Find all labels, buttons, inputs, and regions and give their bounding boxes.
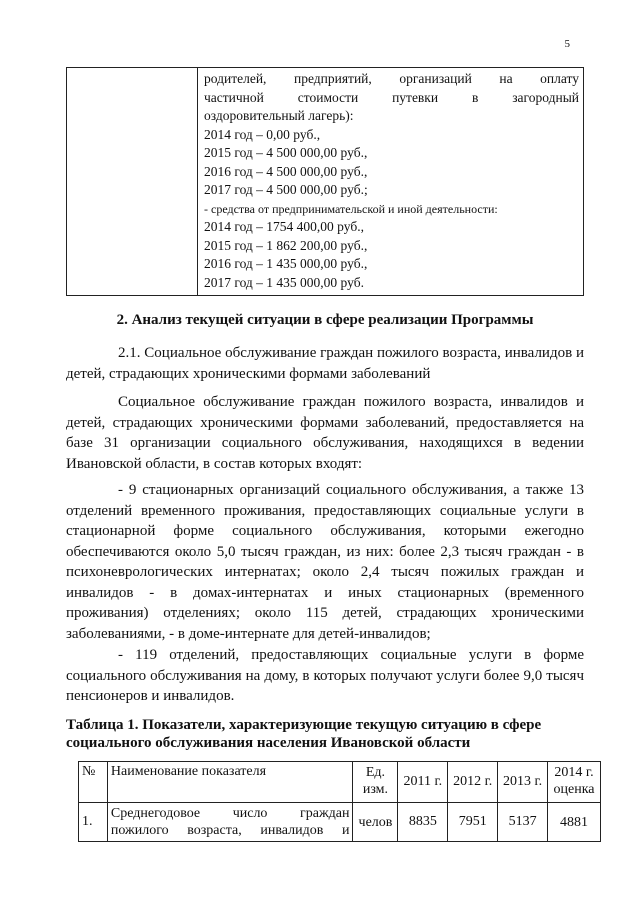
funding-line: родителей, предприятий, организаций на оплату — [204, 71, 579, 86]
funding-line: 2014 год – 1754 400,00 руб., — [204, 219, 364, 234]
cell-name: Среднегодовое число граждан пожилого возраста, инвалидов и — [107, 803, 353, 842]
table-caption: Таблица 1. Показатели, характеризующие текущую ситуацию в сфере социального обслуживания населения Ивановской области — [66, 717, 542, 751]
table-row — [79, 803, 601, 842]
funding-line: - средства от предпринимательской и иной деятельности: — [204, 201, 498, 216]
cell-unit: челов — [353, 803, 398, 842]
header-unit: Ед. изм. — [353, 762, 398, 803]
funding-line: 2017 год – 4 500 000,00 руб.; — [204, 182, 368, 197]
paragraph: 2.1. Социальное обслуживание граждан пожилого возраста, инвалидов и детей, страдающих хроническими формами заболеваний — [66, 345, 584, 382]
paragraph: - 119 отделений, предоставляющих социальные услуги в форме социального обслуживания на дому, в которых получают услуги более 9,0 тысяч пенсионеров и инвалидов. — [66, 647, 584, 704]
funding-line: оздоровительный лагерь): — [204, 108, 354, 123]
header-2011: 2011 г. — [398, 762, 448, 803]
cell-2014: 4881 — [548, 803, 601, 842]
funding-line: частичной стоимости путевки в загородный — [204, 89, 579, 105]
funding-table-empty-cell — [67, 68, 198, 296]
funding-line: 2014 год – 0,00 руб., — [204, 126, 321, 142]
funding-line: 2016 год – 4 500 000,00 руб., — [204, 163, 368, 179]
funding-line: 2015 год – 1 862 200,00 руб., — [204, 237, 368, 253]
section-heading: 2. Анализ текущей ситуации в сфере реализации Программы — [116, 312, 534, 328]
funding-line: 2015 год – 4 500 000,00 руб., — [204, 145, 368, 160]
funding-table-text-cell — [198, 68, 584, 296]
funding-line: 2016 год – 1 435 000,00 руб., — [204, 256, 368, 271]
header-2013: 2013 г. — [498, 762, 548, 803]
cell-no: 1. — [79, 803, 108, 842]
paragraph: Социальное обслуживание граждан пожилого возраста, инвалидов и детей, страдающих хроническими формами заболеваний, предоставляется на базе 31 организации социального обслуживания, находящихся в ведении Ивановской области, в состав которых входят: — [66, 394, 584, 472]
paragraph: - 9 стационарных организаций социального обслуживания, а также 13 отделений временного проживания, предоставляющих социальные услуги в стационарной форме социального обслуживания, которыми ежегодно обеспечиваются около 5,0 тысяч граждан, из них: более 2,3 тысяч граждан - в психоневрологических интернатах; около 2,4 тысяч пожилых граждан и инвалидов - в домах-интернатах и иных стационарных (временного проживания) отделениях; около 115 детей, страдающих хроническими заболеваниями, - в доме-интернате для детей-инвалидов; — [66, 482, 584, 642]
header-2012: 2012 г. — [448, 762, 498, 803]
page-number: 5 — [564, 38, 570, 50]
cell-2013: 5137 — [498, 803, 548, 842]
header-2014: 2014 г. оценка — [548, 762, 601, 803]
funding-table — [66, 67, 584, 296]
header-name: Наименование показателя — [107, 762, 353, 803]
indicators-table — [78, 761, 601, 842]
funding-line: 2017 год – 1 435 000,00 руб. — [204, 274, 364, 290]
cell-2012: 7951 — [448, 803, 498, 842]
header-no: № — [79, 762, 108, 803]
cell-2011: 8835 — [398, 803, 448, 842]
table-header-row — [79, 762, 601, 803]
